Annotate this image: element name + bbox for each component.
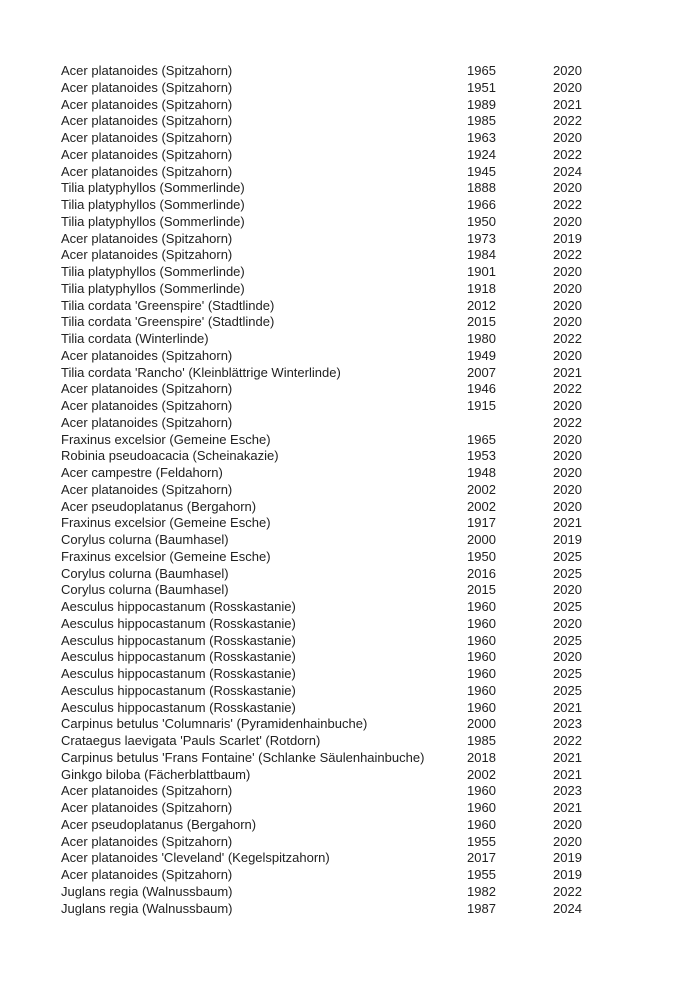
year-second: 2020 — [553, 297, 582, 313]
table-row — [61, 432, 593, 449]
table-row — [61, 80, 593, 97]
table-row — [61, 649, 593, 666]
species-name: Acer platanoides (Spitzahorn) — [61, 96, 233, 112]
year-first: 1951 — [467, 79, 496, 95]
year-first: 1960 — [467, 783, 496, 799]
species-name: Acer platanoides (Spitzahorn) — [61, 867, 233, 882]
year-first: 1950 — [467, 213, 496, 229]
species-name: Acer platanoides (Spitzahorn) — [61, 63, 233, 78]
year-first: 2012 — [467, 297, 496, 313]
species-name: Fraxinus excelsior (Gemeine Esche) — [61, 515, 271, 531]
table-row — [61, 214, 593, 231]
year-second: 2023 — [553, 783, 582, 799]
year-second: 2021 — [553, 699, 582, 715]
year-first: 1963 — [467, 130, 496, 145]
year-second: 2020 — [553, 431, 582, 447]
table-row — [61, 365, 593, 382]
table-row — [61, 515, 593, 532]
species-name: Tilia platyphyllos (Sommerlinde) — [61, 197, 245, 212]
table-row — [61, 348, 593, 365]
year-second: 2021 — [553, 515, 582, 531]
year-second: 2020 — [553, 264, 582, 279]
table-row — [61, 63, 593, 80]
year-second: 2020 — [553, 130, 582, 145]
species-name: Acer pseudoplatanus (Bergahorn) — [61, 816, 257, 832]
table-row — [61, 147, 593, 164]
species-name: Acer platanoides (Spitzahorn) — [61, 230, 233, 246]
species-name: Tilia platyphyllos (Sommerlinde) — [61, 280, 245, 296]
table-row — [61, 850, 593, 867]
species-name: Juglans regia (Walnussbaum) — [61, 883, 233, 899]
table-row — [61, 532, 593, 549]
species-name: Acer campestre (Feldahorn) — [61, 465, 223, 480]
table-row — [61, 716, 593, 733]
species-name: Acer platanoides 'Cleveland' (Kegelspitzahorn) — [61, 850, 330, 866]
year-second: 2020 — [553, 280, 582, 296]
year-second: 2019 — [553, 850, 582, 866]
year-second: 2020 — [553, 481, 582, 497]
year-first: 1946 — [467, 381, 496, 397]
table-row — [61, 398, 593, 415]
species-name: Aesculus hippocastanum (Rosskastanie) — [61, 666, 296, 681]
year-second: 2022 — [553, 331, 582, 346]
species-name: Aesculus hippocastanum (Rosskastanie) — [61, 599, 296, 614]
year-first: 1945 — [467, 163, 496, 179]
year-first: 2002 — [467, 766, 496, 782]
table-row — [61, 381, 593, 398]
species-name: Ginkgo biloba (Fächerblattbaum) — [61, 766, 251, 782]
year-second: 2024 — [553, 900, 582, 916]
year-first: 1965 — [467, 431, 496, 447]
table-row — [61, 666, 593, 683]
year-second: 2022 — [553, 883, 582, 899]
year-first: 1888 — [467, 180, 496, 196]
year-first: 2017 — [467, 850, 496, 866]
species-name: Acer platanoides (Spitzahorn) — [61, 800, 233, 815]
table-row — [61, 231, 593, 248]
year-second: 2022 — [553, 197, 582, 212]
table-row — [61, 750, 593, 767]
year-second: 2023 — [553, 716, 582, 732]
species-name: Crataegus laevigata 'Pauls Scarlet' (Rotdorn) — [61, 733, 321, 748]
year-first: 2018 — [467, 749, 496, 765]
year-second: 2025 — [553, 666, 582, 681]
year-second: 2019 — [553, 867, 582, 882]
species-name: Aesculus hippocastanum (Rosskastanie) — [61, 682, 296, 698]
year-second: 2020 — [553, 314, 582, 330]
species-name: Acer platanoides (Spitzahorn) — [61, 347, 233, 363]
table-row — [61, 314, 593, 331]
table-row — [61, 298, 593, 315]
species-name: Acer pseudoplatanus (Bergahorn) — [61, 498, 257, 514]
species-name: Acer platanoides (Spitzahorn) — [61, 381, 233, 397]
year-first: 1950 — [467, 548, 496, 564]
year-first: 1985 — [467, 733, 496, 748]
table-row — [61, 549, 593, 566]
table-row — [61, 633, 593, 650]
species-name: Acer platanoides (Spitzahorn) — [61, 414, 233, 430]
year-second: 2020 — [553, 498, 582, 514]
species-name: Tilia cordata (Winterlinde) — [61, 331, 209, 346]
year-first: 1960 — [467, 615, 496, 631]
table-row — [61, 683, 593, 700]
year-second: 2021 — [553, 749, 582, 765]
year-first: 1973 — [467, 230, 496, 246]
table-row — [61, 281, 593, 298]
year-first: 1953 — [467, 448, 496, 464]
table-row — [61, 901, 593, 918]
species-name: Acer platanoides (Spitzahorn) — [61, 833, 233, 849]
species-name: Corylus colurna (Baumhasel) — [61, 532, 229, 547]
table-row — [61, 448, 593, 465]
year-first: 1901 — [467, 264, 496, 279]
year-first: 1960 — [467, 816, 496, 832]
year-second: 2020 — [553, 833, 582, 849]
species-name: Corylus colurna (Baumhasel) — [61, 582, 229, 598]
species-name: Aesculus hippocastanum (Rosskastanie) — [61, 699, 296, 715]
species-name: Acer platanoides (Spitzahorn) — [61, 247, 233, 263]
year-second: 2022 — [553, 414, 582, 430]
year-first: 1989 — [467, 96, 496, 112]
table-row — [61, 415, 593, 432]
year-second: 2020 — [553, 465, 582, 480]
year-second: 2020 — [553, 816, 582, 832]
species-name: Tilia platyphyllos (Sommerlinde) — [61, 264, 245, 279]
table-row — [61, 247, 593, 264]
year-first: 1955 — [467, 867, 496, 882]
year-first: 2002 — [467, 498, 496, 514]
year-second: 2020 — [553, 79, 582, 95]
year-second: 2025 — [553, 599, 582, 614]
year-second: 2022 — [553, 146, 582, 162]
year-first: 1960 — [467, 632, 496, 648]
species-name: Aesculus hippocastanum (Rosskastanie) — [61, 615, 296, 631]
species-name: Acer platanoides (Spitzahorn) — [61, 783, 233, 799]
species-name: Acer platanoides (Spitzahorn) — [61, 79, 233, 95]
table-row — [61, 616, 593, 633]
year-second: 2022 — [553, 247, 582, 263]
table-row — [61, 180, 593, 197]
year-first: 2000 — [467, 532, 496, 547]
year-second: 2021 — [553, 364, 582, 380]
year-first: 1924 — [467, 146, 496, 162]
species-name: Acer platanoides (Spitzahorn) — [61, 130, 233, 145]
year-second: 2025 — [553, 682, 582, 698]
year-first: 2002 — [467, 481, 496, 497]
year-first: 1948 — [467, 465, 496, 480]
species-name: Tilia platyphyllos (Sommerlinde) — [61, 213, 245, 229]
year-first: 1917 — [467, 515, 496, 531]
table-row — [61, 817, 593, 834]
species-name: Aesculus hippocastanum (Rosskastanie) — [61, 632, 296, 648]
year-first: 2007 — [467, 364, 496, 380]
year-first: 1960 — [467, 800, 496, 815]
year-second: 2022 — [553, 733, 582, 748]
year-first: 1915 — [467, 398, 496, 413]
year-second: 2025 — [553, 565, 582, 581]
year-first: 1984 — [467, 247, 496, 263]
year-second: 2020 — [553, 582, 582, 598]
table-row — [61, 164, 593, 181]
table-row — [61, 566, 593, 583]
table-row — [61, 130, 593, 147]
year-first: 2016 — [467, 565, 496, 581]
year-first: 1960 — [467, 649, 496, 665]
table-row — [61, 482, 593, 499]
species-name: Corylus colurna (Baumhasel) — [61, 565, 229, 581]
year-first: 1949 — [467, 347, 496, 363]
species-name: Tilia cordata 'Greenspire' (Stadtlinde) — [61, 314, 275, 330]
table-row — [61, 733, 593, 750]
year-second: 2021 — [553, 766, 582, 782]
year-first: 1918 — [467, 280, 496, 296]
table-row — [61, 867, 593, 884]
species-name: Acer platanoides (Spitzahorn) — [61, 113, 233, 129]
species-name: Acer platanoides (Spitzahorn) — [61, 163, 233, 179]
year-second: 2020 — [553, 398, 582, 413]
year-first: 2015 — [467, 582, 496, 598]
species-name: Acer platanoides (Spitzahorn) — [61, 481, 233, 497]
table-row — [61, 800, 593, 817]
year-first: 1965 — [467, 63, 496, 78]
table-row — [61, 465, 593, 482]
year-first: 1960 — [467, 666, 496, 681]
species-name: Juglans regia (Walnussbaum) — [61, 900, 233, 916]
species-name: Tilia platyphyllos (Sommerlinde) — [61, 180, 245, 196]
year-first: 1960 — [467, 699, 496, 715]
year-second: 2020 — [553, 213, 582, 229]
species-name: Tilia cordata 'Rancho' (Kleinblättrige Winterlinde) — [61, 364, 341, 380]
table-row — [61, 834, 593, 851]
year-second: 2024 — [553, 163, 582, 179]
year-first: 1960 — [467, 599, 496, 614]
year-second: 2022 — [553, 381, 582, 397]
year-first: 1987 — [467, 900, 496, 916]
species-name: Fraxinus excelsior (Gemeine Esche) — [61, 548, 271, 564]
year-second: 2019 — [553, 230, 582, 246]
species-name: Robinia pseudoacacia (Scheinakazie) — [61, 448, 279, 464]
table-row — [61, 113, 593, 130]
species-name: Acer platanoides (Spitzahorn) — [61, 146, 233, 162]
year-second: 2019 — [553, 532, 582, 547]
year-second: 2022 — [553, 113, 582, 129]
species-name: Acer platanoides (Spitzahorn) — [61, 398, 233, 413]
year-first: 2015 — [467, 314, 496, 330]
table-row — [61, 331, 593, 348]
species-name: Carpinus betulus 'Columnaris' (Pyramidenhainbuche) — [61, 716, 368, 732]
year-first: 1982 — [467, 883, 496, 899]
species-name: Fraxinus excelsior (Gemeine Esche) — [61, 431, 271, 447]
table-row — [61, 97, 593, 114]
year-first: 1980 — [467, 331, 496, 346]
year-second: 2021 — [553, 800, 582, 815]
table-row — [61, 599, 593, 616]
table-row — [61, 197, 593, 214]
year-second: 2025 — [553, 548, 582, 564]
year-second: 2020 — [553, 63, 582, 78]
year-second: 2020 — [553, 649, 582, 665]
table-row — [61, 582, 593, 599]
year-second: 2021 — [553, 96, 582, 112]
year-first: 1966 — [467, 197, 496, 212]
year-second: 2020 — [553, 180, 582, 196]
species-name: Carpinus betulus 'Frans Fontaine' (Schlanke Säulenhainbuche) — [61, 749, 425, 765]
tree-table — [61, 63, 593, 917]
year-first — [467, 415, 553, 432]
species-name: Aesculus hippocastanum (Rosskastanie) — [61, 649, 296, 665]
year-first: 1960 — [467, 682, 496, 698]
year-second: 2020 — [553, 615, 582, 631]
species-name: Tilia cordata 'Greenspire' (Stadtlinde) — [61, 297, 275, 313]
table-row — [61, 264, 593, 281]
table-row — [61, 499, 593, 516]
table-row — [61, 884, 593, 901]
year-second: 2020 — [553, 448, 582, 464]
year-first: 1955 — [467, 833, 496, 849]
year-second: 2025 — [553, 632, 582, 648]
table-row — [61, 767, 593, 784]
year-first: 2000 — [467, 716, 496, 732]
table-row — [61, 783, 593, 800]
year-first: 1985 — [467, 113, 496, 129]
year-second: 2020 — [553, 347, 582, 363]
table-row — [61, 700, 593, 717]
